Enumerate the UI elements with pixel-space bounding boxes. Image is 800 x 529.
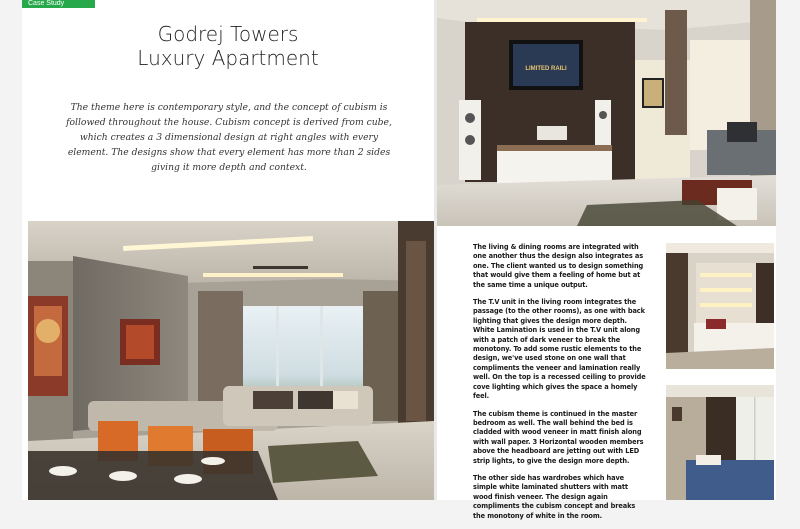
project-title: Godrej Towers: [157, 22, 299, 46]
paragraph-wardrobes: The other side has wardrobes which have simple white laminated shutters with matt wood finish veneer. The design again compliments the cubism concept and breaks the monotony of white in the room.: [473, 473, 636, 520]
intro-paragraph: The theme here is contemporary style, and the concept of cubism is followed throughout the house. Cubism concept is derived from cube, which creates a 3 dimensional design at right angles with every element. The designs show that every element has more than 2 sides giving it more depth and context.: [66, 102, 392, 173]
left-page: [22, 0, 434, 500]
paragraph-living-dining: The living & dining rooms are integrated with one another thus the design also integrates as one. The client wanted us to design something that would give them a feeling of home but at the same time a unique output.: [473, 243, 644, 289]
tv-screen-title: LIMITED RAILI: [525, 66, 567, 72]
paragraph-tv-unit: The T.V unit in the living room integrates the passage (to the other rooms), as one with back lighting that gives the design more depth. White Lamination is used in the T.V unit along with a patch of dark veneer to break the monotony. To add some rustic elements to the design, we've used stone on one wall that compliments the veneer and lamination really well. On the top is a recessed ceiling to provide cove lighting which gives the space a homely feel.: [473, 298, 646, 401]
case-study-tag: Case Study: [22, 0, 95, 8]
right-page: [437, 0, 776, 520]
tv-unit-photo: [437, 0, 776, 226]
living-dining-photo: [28, 221, 434, 500]
paragraph-master-bedroom: The cubism theme is continued in the master bedroom as well. The wall behind the bed is cladded with wood veneer in matt finish along with wall paper. 3 Horizontal wooden members above the headboard are jetting out with LED strip lights, to give the design more depth.: [473, 409, 644, 465]
master-bedroom-photo: [666, 243, 774, 369]
article-body: [473, 243, 649, 529]
magazine-spread: [22, 0, 776, 520]
wardrobe-bedroom-photo: [666, 385, 774, 500]
project-subtitle: Luxury Apartment: [137, 46, 319, 70]
